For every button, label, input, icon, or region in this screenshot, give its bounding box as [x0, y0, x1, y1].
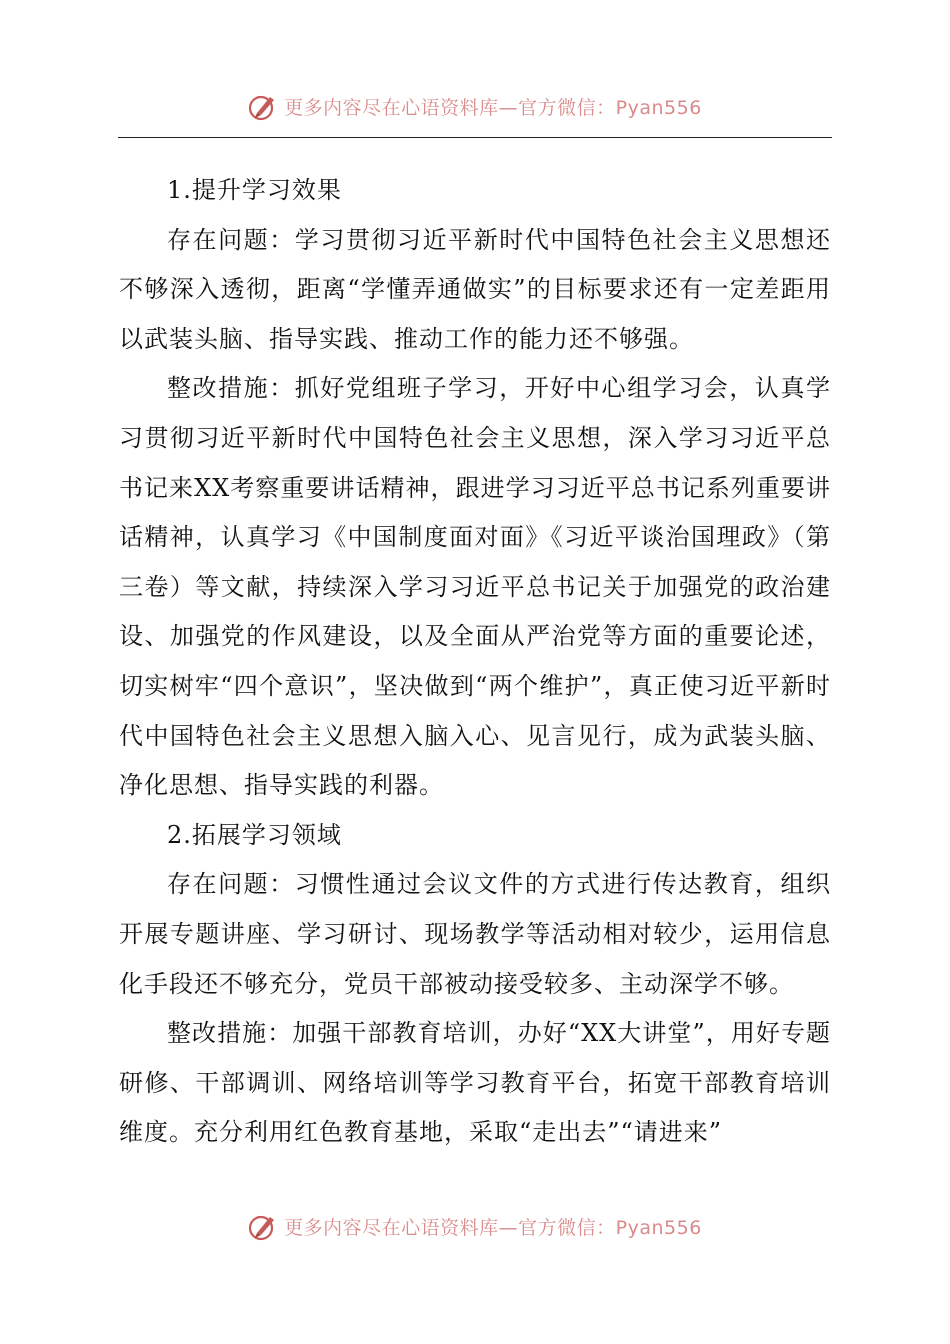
document-body — [119, 166, 831, 1158]
heading-2: 2.拓展学习领域 — [167, 820, 342, 849]
paragraph-measures-1: 整改措施：抓好党组班子学习，开好中心组学习会，认真学习贯彻习近平新时代中国特色社会主义思想，深入学习习近平总书记来XX考察重要讲话精神，跟进学习习近平总书记系列重要讲话精神，认真学习《中国制度面对面》《习近平谈治国理政》（第三卷）等文献，持续深入学习习近平总书记关于加强党的政治建设、加强党的作风建设，以及全面从严治党等方面的重要论述，切实树牢“四个意识”，坚决做到“两个维护”，真正使习近平新时代中国特色社会主义思想入脑入心、见言见行，成为武装头脑、净化思想、指导实践的利器。 — [119, 374, 831, 800]
paragraph-problem-1: 存在问题：学习贯彻习近平新时代中国特色社会主义思想还不够深入透彻，距离“学懂弄通做实”的目标要求还有一定差距用以武装头脑、指导实践、推动工作的能力还不够强。 — [119, 225, 831, 353]
paragraph-measures-2: 整改措施：加强干部教育培训，办好“XX大讲堂”，用好专题研修、干部调训、网络培训等学习教育平台，拓宽干部教育培训维度。充分利用红色教育基地，采取“走出去”“请进来” — [119, 1019, 831, 1147]
paragraph-problem-2: 存在问题：习惯性通过会议文件的方式进行传达教育，组织开展专题讲座、学习研讨、现场教学等活动相对较少，运用信息化手段还不够充分，党员干部被动接受较多、主动深学不够。 — [119, 870, 831, 998]
pen-nib-circle-icon — [248, 91, 278, 121]
watermark-text: 更多内容尽在心语资料库—官方微信：Pyan556 — [284, 96, 702, 119]
heading-1: 1.提升学习效果 — [167, 176, 342, 204]
watermark-text: 更多内容尽在心语资料库—官方微信：Pyan556 — [284, 1216, 702, 1239]
pen-nib-circle-icon — [248, 1211, 278, 1241]
watermark-footer — [0, 1208, 950, 1244]
watermark-header — [0, 88, 950, 124]
header-divider — [118, 137, 832, 138]
